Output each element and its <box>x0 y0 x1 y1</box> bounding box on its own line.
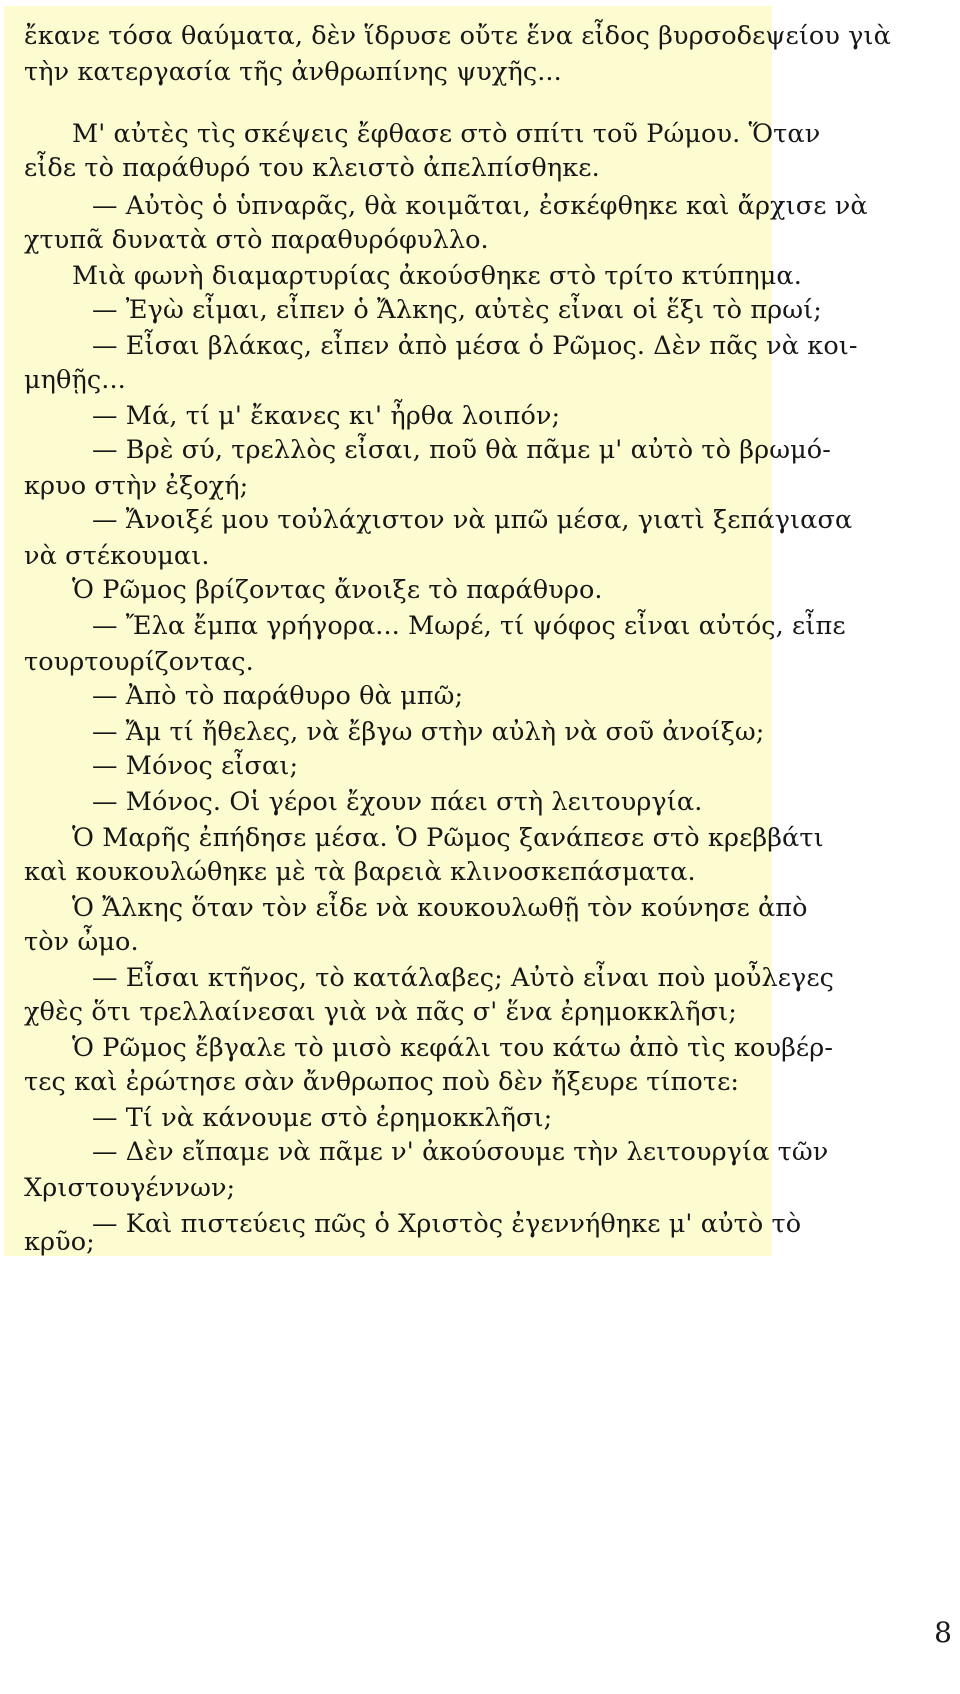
text-line: — Εἶσαι βλάκας, εἶπεν ἀπὸ μέσα ὁ Ρῶμος. Δὲν πᾶς νὰ κοι- <box>92 331 858 361</box>
text-line: κρυο στὴν ἐξοχή; <box>24 471 249 501</box>
text-line: νὰ στέκουμαι. <box>24 541 210 571</box>
text-line: Ὁ Ρῶμος ἔβγαλε τὸ μισὸ κεφάλι του κάτω ἀπὸ τὶς κουβέρ- <box>72 1033 834 1063</box>
text-line: Ὁ Ἄλκης ὅταν τὸν εἶδε νὰ κουκουλωθῇ τὸν κούνησε ἀπὸ <box>72 893 808 923</box>
text-line: μηθῇς... <box>24 365 126 395</box>
text-line: — Εἶσαι κτῆνος, τὸ κατάλαβες; Αὐτὸ εἶναι ποὺ μοὖλεγες <box>92 963 835 993</box>
text-line: — Μόνος εἶσαι; <box>92 751 299 781</box>
text-line: — Ἄνοιξέ μου τοὐλάχιστον νὰ μπῶ μέσα, γιατὶ ξεπάγιασα <box>92 505 853 535</box>
text-line: καὶ κουκουλώθηκε μὲ τὰ βαρειὰ κλινοσκεπάσματα. <box>24 857 696 887</box>
text-line: ἔκανε τόσα θαύματα, δὲν ἵδρυσε οὔτε ἕνα εἶδος βυρσοδεψείου γιὰ <box>24 21 891 51</box>
text-line: — Μόνος. Οἱ γέροι ἔχουν πάει στὴ λειτουργία. <box>92 787 703 817</box>
text-line: εἶδε τὸ παράθυρό του κλειστὸ ἀπελπίσθηκε. <box>24 153 600 183</box>
text-line: — Ἐγὼ εἶμαι, εἶπεν ὁ Ἄλκης, αὐτὲς εἶναι οἱ ἕξι τὸ πρωί; <box>92 295 822 325</box>
text-line: — Ἄμ τί ἤθελες, νὰ ἔβγω στὴν αὐλὴ νὰ σοῦ ἀνοίξω; <box>92 717 765 747</box>
text-line: Ὁ Ρῶμος βρίζοντας ἄνοιξε τὸ παράθυρο. <box>72 575 603 605</box>
text-line: Μιὰ φωνὴ διαμαρτυρίας ἀκούσθηκε στὸ τρίτο κτύπημα. <box>72 261 802 291</box>
text-line: — Καὶ πιστεύεις πῶς ὁ Χριστὸς ἐγεννήθηκε μ' αὐτὸ τὸ <box>92 1209 802 1239</box>
text-line: — Μά, τί μ' ἔκανες κι' ἦρθα λοιπόν; <box>92 401 561 431</box>
text-line: τες καὶ ἐρώτησε σὰν ἄνθρωπος ποὺ δὲν ἤξευρε τίποτε: <box>24 1067 740 1097</box>
text-line: χτυπᾶ δυνατὰ στὸ παραθυρόφυλλο. <box>24 225 489 255</box>
text-line: κρῦο; <box>24 1227 95 1257</box>
text-line: τὴν κατεργασία τῆς ἀνθρωπίνης ψυχῆς... <box>24 57 562 87</box>
text-line: — Δὲν εἴπαμε νὰ πᾶμε ν' ἀκούσουμε τὴν λειτουργία τῶν <box>92 1137 829 1167</box>
page-number: 8 <box>934 1616 952 1649</box>
text-line: — Βρὲ σύ, τρελλὸς εἶσαι, ποῦ θὰ πᾶμε μ' αὐτὸ τὸ βρωμό- <box>92 435 831 465</box>
text-line: — Τί νὰ κάνουμε στὸ ἐρημοκκλῆσι; <box>92 1103 553 1133</box>
text-line: Μ' αὐτὲς τὶς σκέψεις ἔφθασε στὸ σπίτι τοῦ Ρώμου. Ὅταν <box>72 119 821 149</box>
text-line: — Αὐτὸς ὁ ὑπναρᾶς, θὰ κοιμᾶται, ἐσκέφθηκε καὶ ἄρχισε νὰ <box>92 191 868 221</box>
text-line: τὸν ὦμο. <box>24 927 139 957</box>
text-line: Χριστουγέννων; <box>24 1173 236 1203</box>
text-line: Ὁ Μαρῆς ἐπήδησε μέσα. Ὁ Ρῶμος ξανάπεσε στὸ κρεββάτι <box>72 823 824 853</box>
text-line: τουρτουρίζοντας. <box>24 647 254 677</box>
text-line: — Ἀπὸ τὸ παράθυρο θὰ μπῶ; <box>92 681 464 711</box>
text-line: — Ἔλα ἔμπα γρήγορα... Μωρέ, τί ψόφος εἶναι αὐτός, εἶπε <box>92 611 846 641</box>
text-line: χθὲς ὅτι τρελλαίνεσαι γιὰ νὰ πᾶς σ' ἕνα ἐρημοκκλῆσι; <box>24 997 737 1027</box>
scanned-page <box>4 6 891 1256</box>
